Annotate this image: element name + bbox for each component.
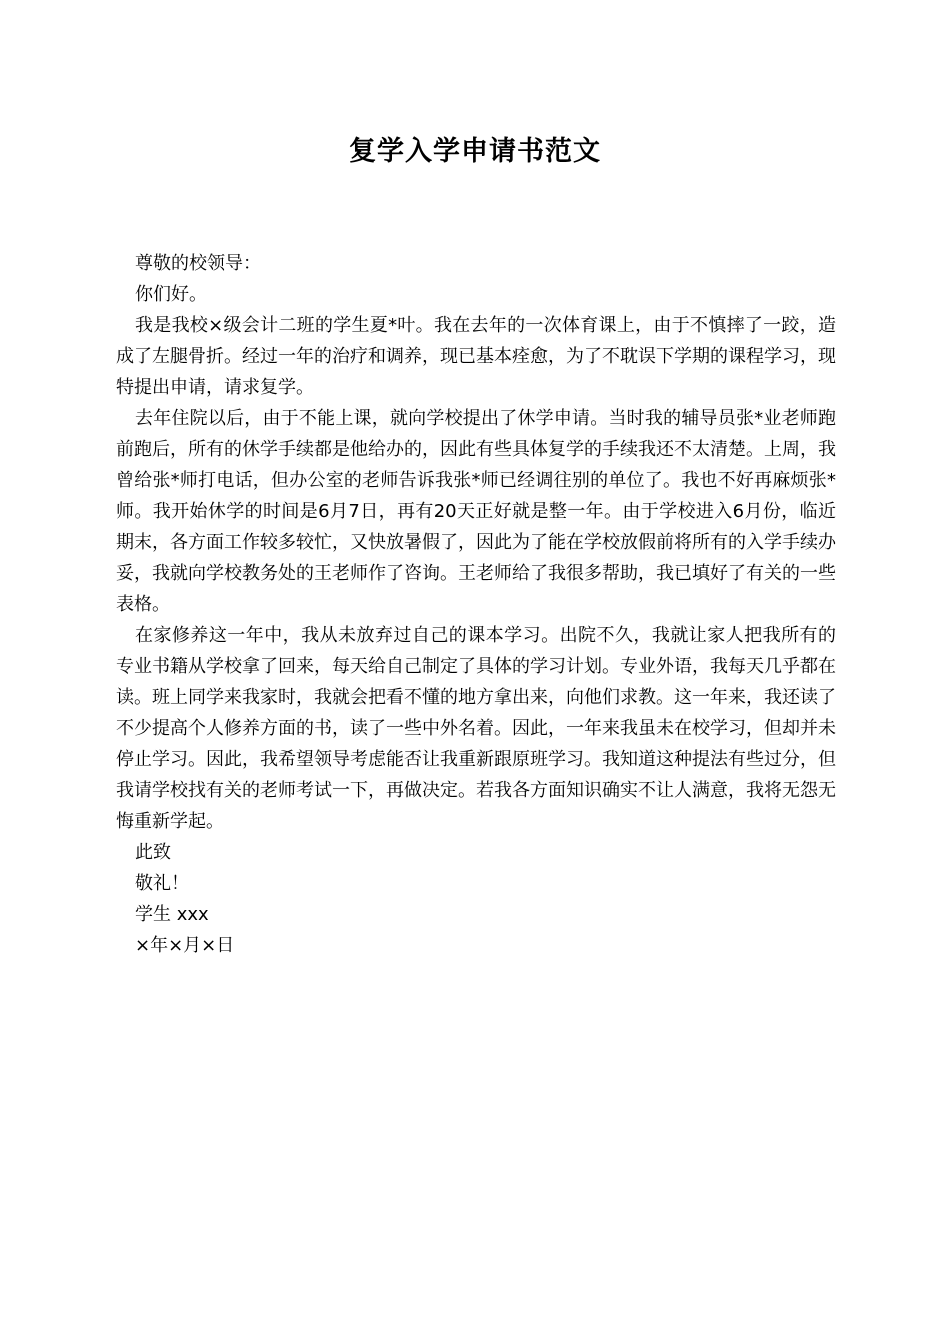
paragraph-2: 去年住院以后，由于不能上课，就向学校提出了休学申请。当时我的辅导员张*业老师跑前跑后，所有的休学手续都是他给办的，因此有些具体复学的手续我还不太清楚。上周，我曾给张*师打电话，但办公室的老师告诉我张*师已经调往别的单位了。我也不好再麻烦张*师。我开始休学的时间是6月7日，再有20天正好就是整一年。由于学校进入6月份，临近期末，各方面工作较多较忙，又快放暑假了，因此为了能在学校放假前将所有的入学手续办妥，我就向学校教务处的王老师作了咨询。王老师给了我很多帮助，我已填好了有关的一些表格。 (116, 408, 836, 615)
greeting: 你们好。 (135, 284, 207, 305)
paragraph-1: 我是我校×级会计二班的学生夏*叶。我在去年的一次体育课上，由于不慎摔了一跤，造成了左腿骨折。经过一年的治疗和调养，现已基本痊愈，为了不耽误下学期的课程学习，现特提出申请，请求复学。 (116, 315, 836, 398)
signature: 学生 xxx (135, 904, 209, 925)
letter-body (116, 248, 836, 961)
document-title: 复学入学申请书范文 (349, 136, 601, 167)
salutation: 尊敬的校领导： (135, 253, 261, 274)
salute: 敬礼！ (135, 873, 189, 894)
paragraph-3: 在家修养这一年中，我从未放弃过自己的课本学习。出院不久，我就让家人把我所有的专业书籍从学校拿了回来，每天给自己制定了具体的学习计划。专业外语，我每天几乎都在读。班上同学来我家时，我就会把看不懂的地方拿出来，向他们求教。这一年来，我还读了不少提高个人修养方面的书，读了一些中外名着。因此，一年来我虽未在校学习，但却并未停止学习。因此，我希望领导考虑能否让我重新跟原班学习。我知道这种提法有些过分，但我请学校找有关的老师考试一下，再做决定。若我各方面知识确实不让人满意，我将无怨无悔重新学起。 (116, 625, 836, 832)
date: ×年×月×日 (135, 935, 235, 956)
closing: 此致 (135, 842, 171, 863)
